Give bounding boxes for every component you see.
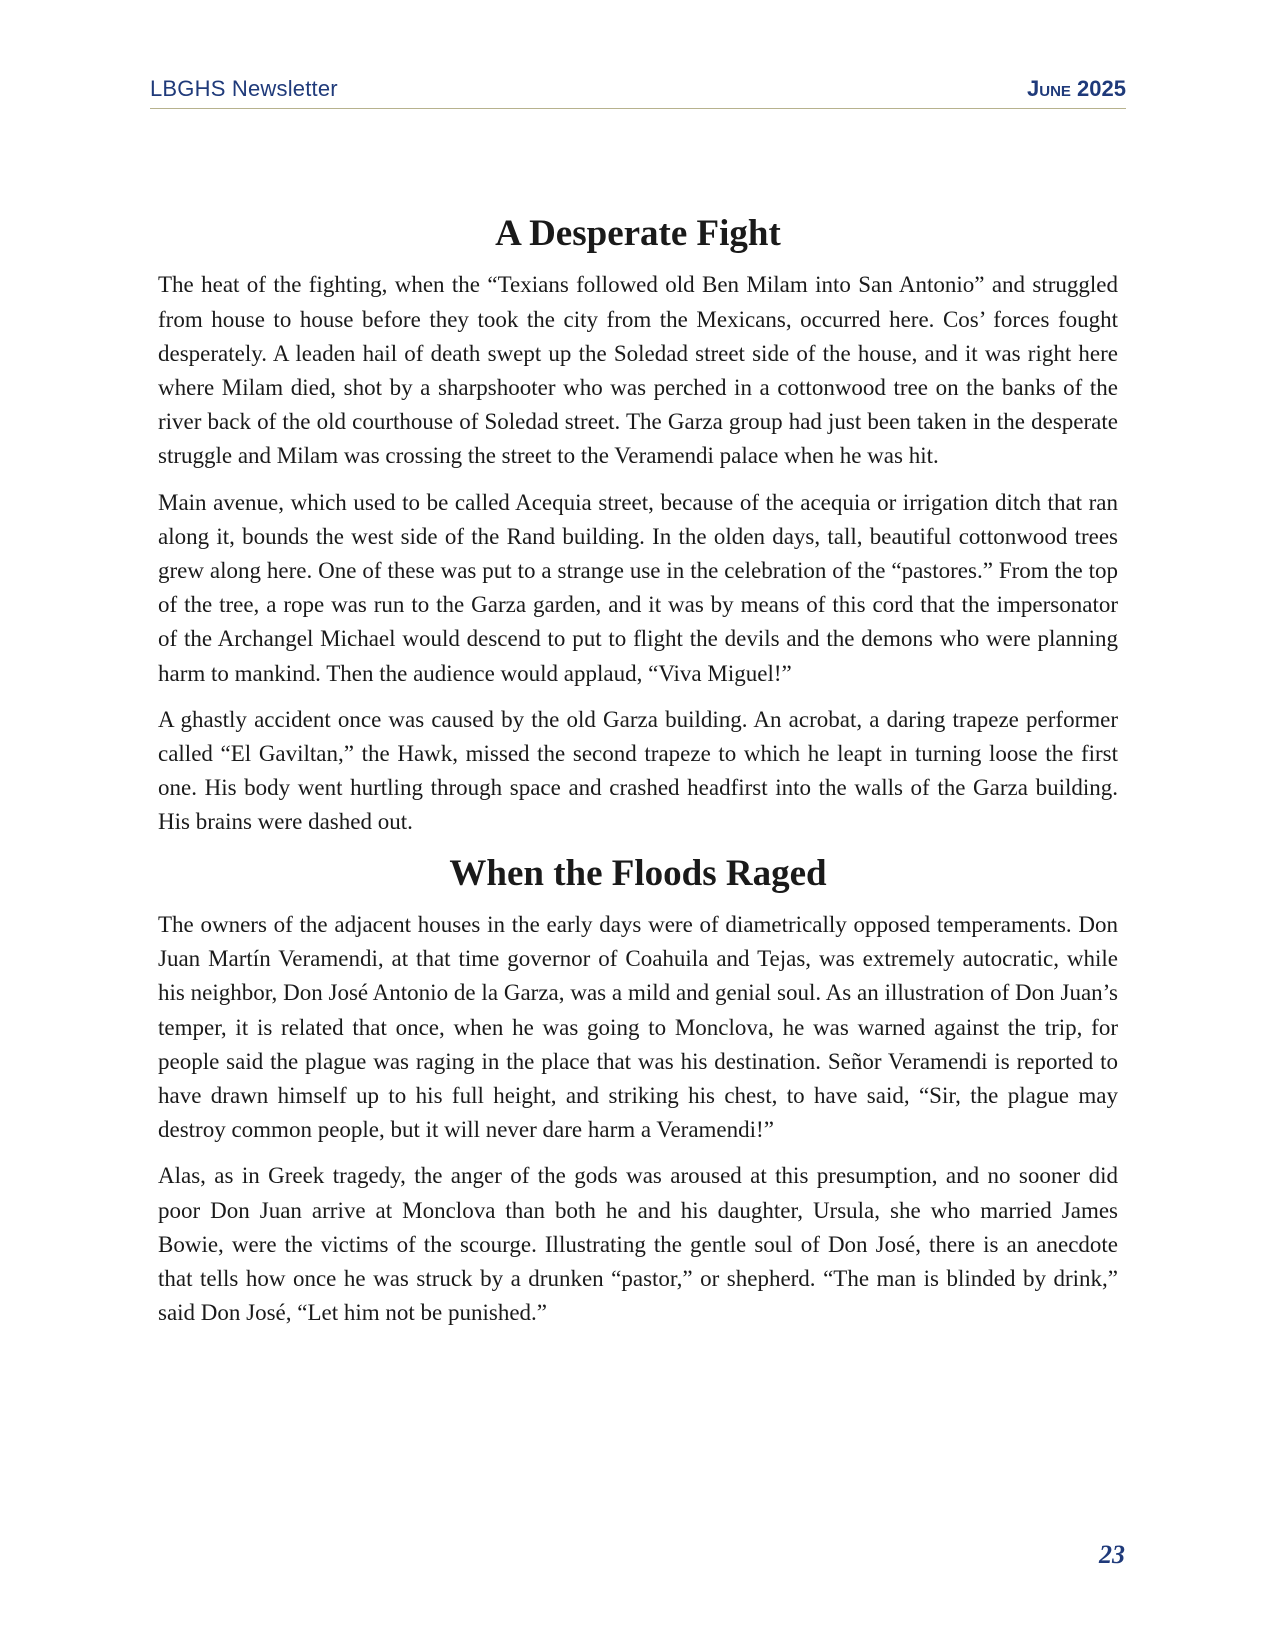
page-number: 23 xyxy=(1099,1540,1125,1569)
paragraph: The owners of the adjacent houses in the early days were of diametrically opposed temperaments. Don Juan Martín Veramendi, at that time governor of Coahuila and Tejas, was extremely autocratic, while his neighbor, Don José Antonio de la Garza, was a mild and genial soul. As an illustration of Don Juan’s temper, it is related that once, when he was going to Monclova, he was warned against the trip, for people said the plague was raging in the place that was his destination. Señor Veramendi is reported to have drawn himself up to his full height, and striking his chest, to have said, “Sir, the plague may destroy common people, but it will never dare harm a Veramendi!” xyxy=(158,912,1118,1143)
page-header xyxy=(150,76,1126,109)
paragraph: Alas, as in Greek tragedy, the anger of the gods was aroused at this presumption, and no sooner did poor Don Juan arrive at Monclova than both he and his daughter, Ursula, she who married James Bowie, were the victims of the scourge. Illustrating the gentle soul of Don José, there is an anecdote that tells how once he was struck by a drunken “pastor,” or shepherd. “The man is blinded by drink,” said Don José, “Let him not be punished.” xyxy=(158,1163,1118,1326)
paragraph: A ghastly accident once was caused by the old Garza building. An acrobat, a daring trapeze performer called “El Gaviltan,” the Hawk, missed the second trapeze to which he leapt in turning loose the first one. His body went hurtling through space and crashed headfirst into the walls of the Garza building. His brains were dashed out. xyxy=(158,706,1118,835)
newsletter-name: LBGHS Newsletter xyxy=(150,76,338,101)
section-title-floods-raged: When the Floods Raged xyxy=(449,852,827,894)
issue-date: June 2025 xyxy=(1027,76,1126,101)
paragraph: Main avenue, which used to be called Acequia street, because of the acequia or irrigation ditch that ran along it, bounds the west side of the Rand building. In the olden days, tall, beautiful cottonwood trees grew along here. One of these was put to a strange use in the celebration of the “pastores.” From the top of the tree, a rope was run to the Garza garden, and it was by means of this cord that the impersonator of the Archangel Michael would descend to put to flight the devils and the demons who were planning harm to mankind. Then the audience would applaud, “Viva Miguel!” xyxy=(158,489,1118,686)
article-content xyxy=(158,212,1118,1342)
section-title-desperate-fight: A Desperate Fight xyxy=(495,213,781,254)
paragraph: The heat of the fighting, when the “Texians followed old Ben Milam into San Antonio” and struggled from house to house before they took the city from the Mexicans, occurred here. Cos’ forces fought desperately. A leaden hail of death swept up the Soledad street side of the house, and it was right here where Milam died, shot by a sharpshooter who was perched in a cottonwood tree on the banks of the river back of the old courthouse of Soledad street. The Garza group had just been taken in the desperate struggle and Milam was crossing the street to the Veramendi palace when he was hit. xyxy=(158,272,1118,469)
